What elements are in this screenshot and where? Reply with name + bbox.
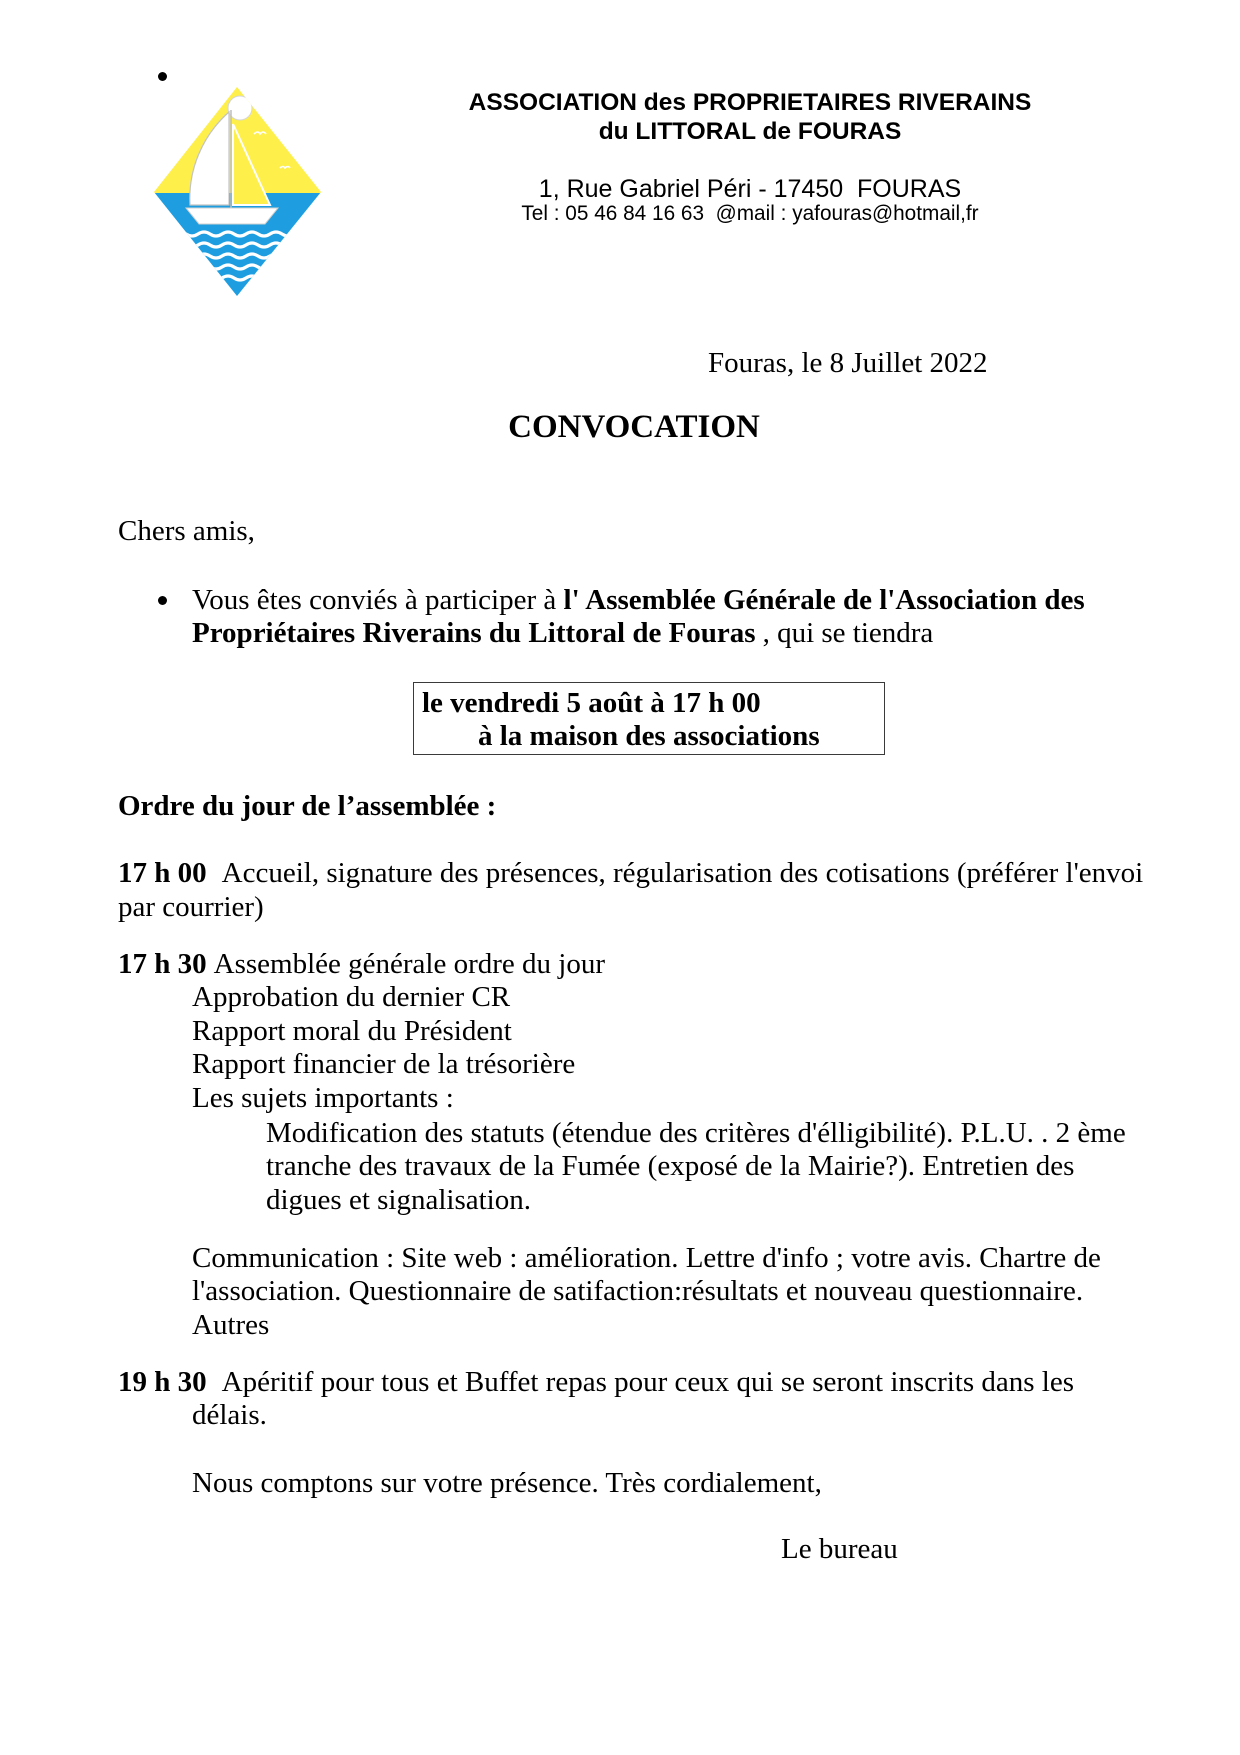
invitation-line-2	[192, 616, 933, 650]
agenda-text: Assemblée générale ordre du jour	[213, 948, 605, 980]
agenda-topic-line: digues et signalisation.	[266, 1184, 531, 1216]
agenda-sub-item: Les sujets importants :	[192, 1082, 454, 1114]
association-logo-icon	[150, 84, 326, 300]
signature: Le bureau	[781, 1533, 898, 1565]
invitation-line-1	[192, 583, 1085, 617]
agenda-item-1-continuation: par courrier)	[118, 891, 264, 923]
invitation-bold-2: Propriétaires Riverains du Littoral de Fouras	[192, 617, 756, 649]
association-name-line-2: du LITTORAL de FOURAS	[598, 118, 902, 145]
agenda-item-2	[118, 947, 605, 981]
invitation-bold-1: l' Assemblée Générale de l'Association des	[563, 584, 1085, 616]
invitation-intro: Vous êtes conviés à participer à	[192, 584, 557, 616]
page-title: CONVOCATION	[508, 409, 760, 445]
top-bullet-icon	[158, 72, 167, 81]
communication-line: l'association. Questionnaire de satifaction:résultats et nouveau questionnaire.	[192, 1275, 1084, 1307]
meeting-date: le vendredi 5 août à 17 h 00	[422, 687, 761, 719]
agenda-text: Accueil, signature des présences, régularisation des cotisations (préférer l'envoi	[221, 857, 1144, 889]
agenda-sub-item: Rapport moral du Président	[192, 1015, 512, 1047]
agenda-time: 17 h 30	[118, 948, 207, 980]
meeting-box	[413, 682, 885, 755]
association-name-line-1: ASSOCIATION des PROPRIETAIRES RIVERAINS	[468, 89, 1032, 116]
meeting-place: à la maison des associations	[478, 720, 820, 752]
logo-diamond	[150, 84, 326, 300]
agenda-text: Apéritif pour tous et Buffet repas pour ceux qui se seront inscrits dans les	[221, 1366, 1074, 1398]
agenda-item-3-continuation: délais.	[192, 1399, 267, 1431]
communication-line: Communication : Site web : amélioration. Lettre d'info ; votre avis. Chartre de	[192, 1242, 1101, 1274]
agenda-time: 19 h 30	[118, 1366, 207, 1398]
agenda-sub-item: Rapport financier de la trésorière	[192, 1048, 576, 1080]
agenda-heading: Ordre du jour de l’assemblée :	[118, 790, 497, 822]
agenda-time: 17 h 00	[118, 857, 207, 889]
closing-text: Nous comptons sur votre présence. Très cordialement,	[192, 1467, 822, 1499]
agenda-topic-line: tranche des travaux de la Fumée (exposé de la Mairie?). Entretien des	[266, 1150, 1075, 1182]
agenda-sub-item: Approbation du dernier CR	[192, 981, 511, 1013]
association-address: 1, Rue Gabriel Péri - 17450 FOURAS	[538, 175, 962, 203]
communication-line: Autres	[192, 1309, 270, 1341]
bullet-icon	[158, 596, 167, 605]
date-line: Fouras, le 8 Juillet 2022	[708, 347, 988, 379]
agenda-item-3	[118, 1365, 1074, 1399]
agenda-topic-line: Modification des statuts (étendue des critères d'élligibilité). P.L.U. . 2 ème	[266, 1117, 1126, 1149]
salutation: Chers amis,	[118, 515, 255, 547]
invitation-outro: , qui se tiendra	[762, 617, 934, 649]
agenda-item-1	[118, 856, 1143, 890]
association-contact: Tel : 05 46 84 16 63 @mail : yafouras@hotmail,fr	[521, 202, 979, 225]
